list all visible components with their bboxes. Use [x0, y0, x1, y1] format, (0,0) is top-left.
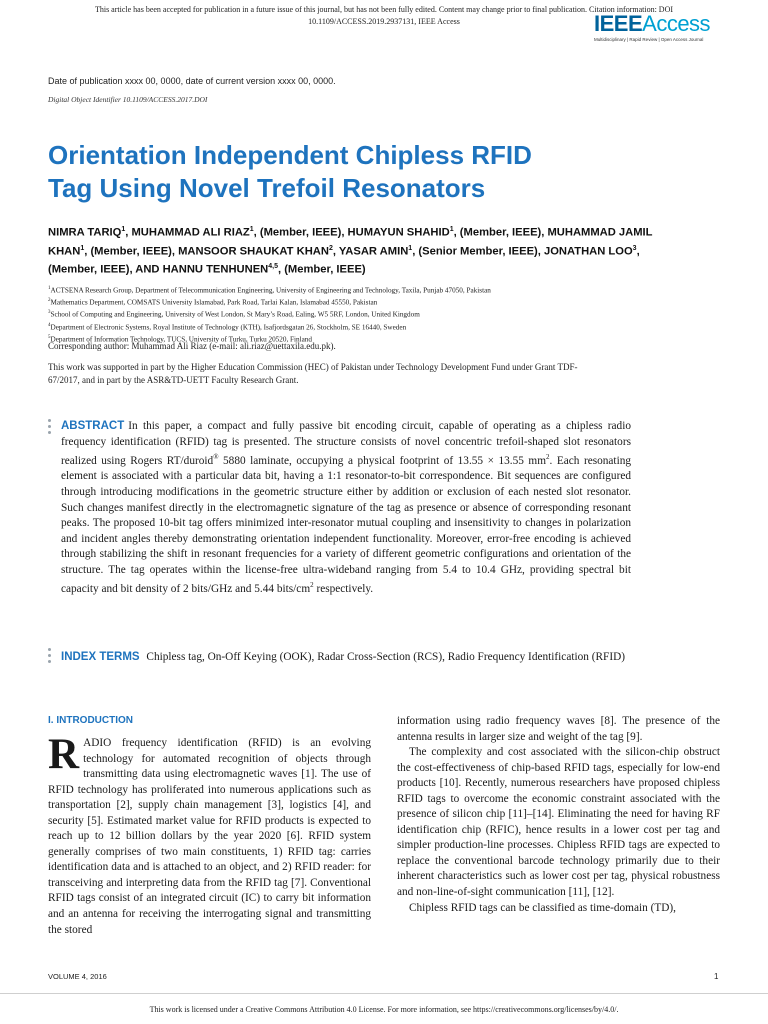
logo-access: Access	[642, 11, 711, 36]
author-name: , (Member, IEEE)	[277, 264, 366, 277]
registered-mark: ®	[213, 453, 219, 462]
title-line-1: Orientation Independent Chipless RFID	[48, 140, 532, 170]
index-terms-text: Chipless tag, On-Off Keying (OOK), Radar Cross-Section (RCS), Radio Frequency Identification (RFID)	[146, 651, 625, 663]
intro-paragraph: information using radio frequency waves [8]. The presence of the antenna results in larger size and weight of the tag [9].	[397, 715, 720, 743]
logo-tagline: Multidisciplinary | Rapid Review | Open Access Journal	[594, 37, 704, 42]
logo-ieee: IEEE	[594, 11, 643, 36]
acceptance-notice-line1: This article has been accepted for publication in a future issue of this journal, but has not been fully edited. Content may change prior to final publication. Citation information: DOI	[94, 5, 674, 14]
affiliation-number: 4	[48, 322, 51, 328]
volume-label: VOLUME 4, 2016	[48, 972, 107, 981]
abstract	[61, 419, 631, 598]
author-affil-sup: 1	[121, 226, 126, 233]
intro-paragraph: ADIO frequency identification (RFID) is an evolving technology for automated recognition of objects through transmitting data using electromagnetic waves [1]. The use of RFID technology has proliferated into numerous applications such as transportation [2], supply chain management [3], logistics [4], and security [5]. Estimated market value for RFID products is expected to reach up to 12 billion dollars by the year 2020 [6]. RFID system generally comprises of two main constituents, 1) RFID tag: carries identification data and is attached to an object, and 2) RFID reader: for transceiving and interpreting data from the RFID tag [7]. Conventional RFID tags consist of an integrated circuit (IC) to carry bit information and an antenna for receiving the interrogating signal and transmitting the stored	[48, 737, 371, 936]
affiliation-text: School of Computing and Engineering, University of West London, St Mary’s Road, Ealing, W5 5RF, London, United Kingdom	[50, 310, 420, 319]
intro-paragraph: The complexity and cost associated with the silicon-chip obstruct the cost-effectiveness of chip-based RFID tags, especially for low-end products [10]. Recently, numerous researchers have proposed chipless RFID tags to overcome the economic constraint associated with the presence of silicon chip [11]–[14]. Eliminating the need for having RF identification chip (RFIC), hence results in a lower cost per tag and simpler production-line processes. Chipless RFID tags are expected to replace the conventional barcode technology primarily due to their inherent characteristics such as lower cost per tag, physical robustness and non-line-of-sight communication [11], [12].	[397, 746, 720, 899]
drop-cap: R	[48, 731, 80, 778]
affiliation-text: Department of Electronic Systems, Royal Institute of Technology (KTH), Isafjordsgatan 26, Stockholm, SE 16440, Sweden	[50, 322, 407, 331]
doi-line: Digital Object Identifier 10.1109/ACCESS.2017.DOI	[48, 95, 208, 104]
license-notice: This work is licensed under a Creative Commons Attribution 4.0 License. For more information, see https://creativecommons.org/licenses/by/4.0/.	[149, 1005, 619, 1014]
corresponding-author: Corresponding author: Muhammad Ali Riaz (e-mail: ali.riaz@uettaxila.edu.pk).	[48, 341, 336, 351]
acceptance-notice-line2: 10.1109/ACCESS.2019.2937131, IEEE Access	[308, 17, 460, 26]
author-affil-sup: 2	[328, 244, 333, 252]
author-name: , YASAR AMIN	[332, 245, 409, 258]
author-list	[48, 222, 668, 278]
affiliation-text: Mathematics Department, COMSATS University Islamabad, Park Road, Tarlai Kalan, Islamabad 45550, Pakistan	[50, 298, 378, 307]
logo-wordmark	[594, 12, 724, 36]
left-column-text	[48, 731, 371, 938]
index-terms-label: INDEX TERMS	[61, 651, 140, 663]
ieee-access-logo	[594, 12, 724, 52]
affiliation-text: ACTSENA Research Group, Department of Telecommunication Engineering, University of Engineering and Technology, Taxila, Punjab 47050, Pakistan	[50, 286, 491, 295]
affiliation-number: 2	[48, 298, 51, 304]
abstract-text: . Each resonating element is associated with a particular data bit, having a 1:1 resonator-to-bit correspondence. Bit sequences are configured through introducing modifications in the geometric structure either by addition or exclusion of each nested slot resonator. Such changes manifest directly in the electromagnetic signature of the tag as presence or absence of corresponding resonant peaks. The proposed 10-bit tag offers minimized inter-resonator mutual coupling and insensitivity to changes in polarization and incident angles thereby demonstrating orientation independent functionality. Moreover, error-free encoding is achieved through stabilizing the shift in resonant frequencies for a variety of different geometric configurations and orientation of the structure. The tag operates within the license-free ultra-wideband ranging from 5.4 to 10.4 GHz, providing spectral bit capacity and bit density of 2 bits/GHz and 5.44 bits/cm	[61, 454, 631, 595]
page-number: 1	[714, 972, 719, 981]
author-affil-sup: 1	[249, 226, 254, 233]
author-name: , (Member, IEEE), MUHAMMAD JAMIL KHAN	[48, 226, 653, 258]
intro-paragraph: Chipless RFID tags can be classified as time-domain (TD),	[409, 901, 676, 914]
author-affil-sup: 1	[80, 244, 85, 252]
superscript: 2	[310, 581, 314, 590]
index-terms	[61, 650, 631, 666]
right-column-text	[397, 714, 720, 916]
author-affil-sup: 1	[408, 244, 413, 252]
affiliation-text: Department of Information Technology, TUCS, University of Turku, Turku 20520, Finland	[50, 335, 312, 344]
affiliations	[48, 284, 688, 345]
affiliation-number: 1	[48, 286, 51, 291]
affiliation-item	[48, 296, 688, 308]
section-heading: I. INTRODUCTION	[48, 715, 133, 726]
author-affil-sup: 1	[449, 226, 454, 233]
abstract-text: respectively.	[313, 583, 374, 595]
affiliation-item	[48, 321, 688, 333]
abstract-text: In this paper, a compact and fully passive bit encoding circuit, capable of operating as a chipless radio frequency identification (RFID) tag is presented. The structure consists of novel concentric trefoil-shaped slot resonators realized using Rogers RT/duroid	[61, 420, 631, 467]
funding-note: This work was supported in part by the Higher Education Commission (HEC) of Pakistan under Technology Development Fund under Grant TDF-67/2017, and in part by the ASR&TD-UETT Faculty Research Grant.	[48, 362, 578, 385]
superscript: 2	[546, 453, 550, 462]
author-name: , (Senior Member, IEEE), JONATHAN LOO	[412, 245, 633, 258]
footer-divider	[0, 993, 768, 994]
title-line-2: Tag Using Novel Trefoil Resonators	[48, 173, 486, 203]
author-affil-sup: 4,5	[268, 263, 278, 271]
publication-date: Date of publication xxxx 00, 0000, date of current version xxxx 00, 0000.	[48, 76, 336, 86]
abstract-dots-icon	[48, 419, 51, 437]
author-name: , (Member, IEEE), AND HANNU TENHUNEN	[48, 245, 640, 277]
affiliation-number: 3	[48, 310, 51, 316]
author-affil-sup: 3	[632, 244, 637, 252]
abstract-label: ABSTRACT	[61, 420, 125, 432]
author-name: , (Member, IEEE), MANSOOR SHAUKAT KHAN	[84, 245, 329, 258]
index-terms-dots-icon	[48, 648, 51, 666]
paper-title	[48, 139, 668, 205]
affiliation-item	[48, 284, 688, 296]
affiliation-number: 5	[48, 334, 51, 340]
affiliation-item	[48, 308, 688, 320]
author-name: , (Member, IEEE), HUMAYUN SHAHID	[253, 226, 450, 239]
abstract-text: 5880 laminate, occupying a physical footprint of 13.55 × 13.55 mm	[218, 454, 546, 467]
author-name: NIMRA TARIQ	[48, 226, 122, 239]
author-name: , MUHAMMAD ALI RIAZ	[125, 226, 250, 239]
